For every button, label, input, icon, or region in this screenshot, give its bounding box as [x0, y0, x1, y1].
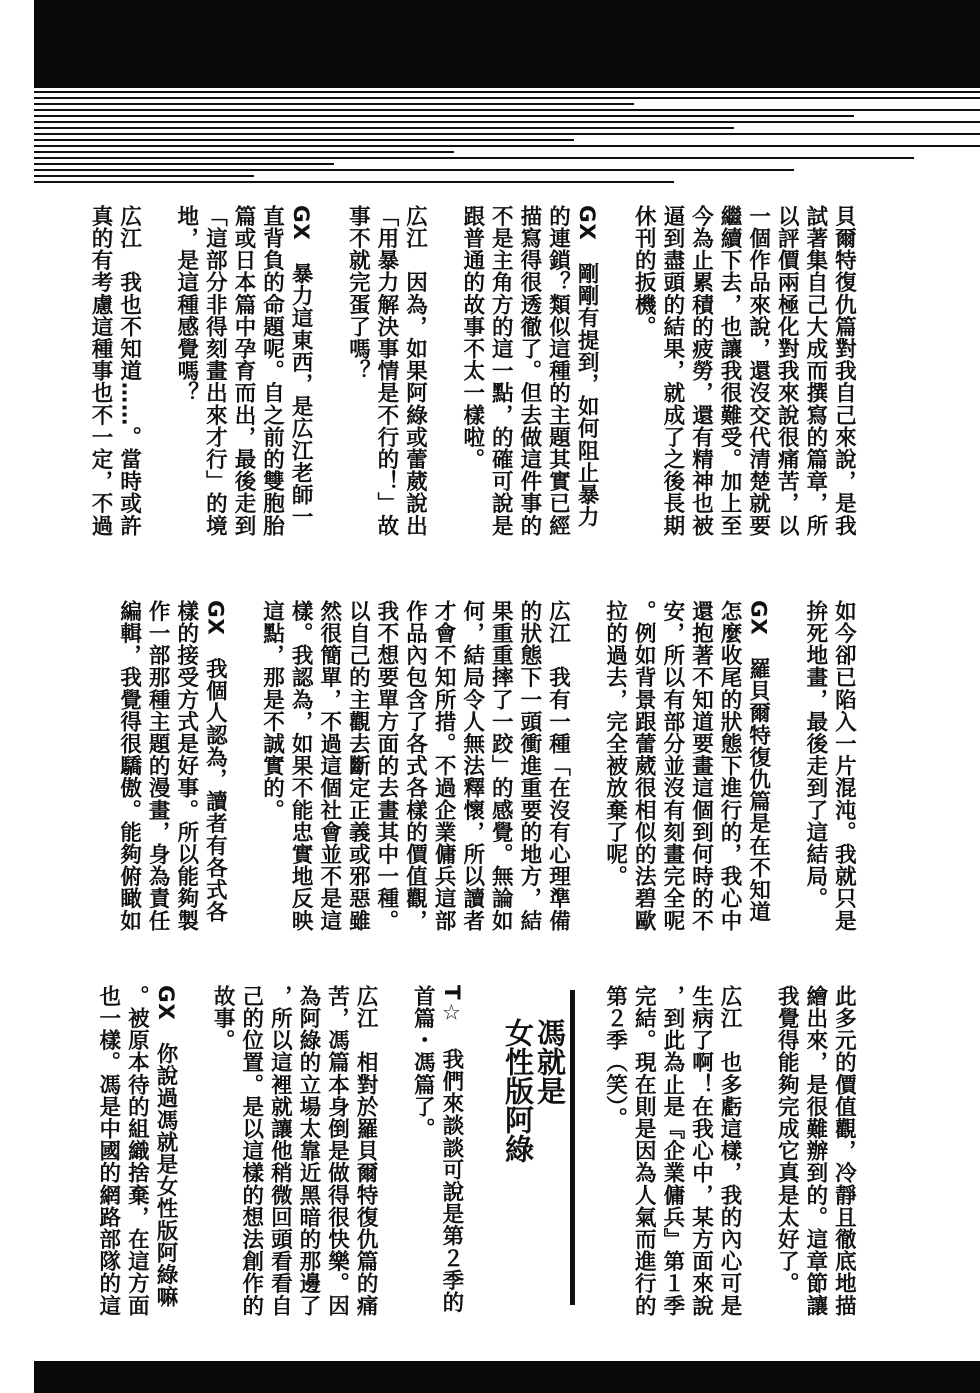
paragraph: 広江 我有一種「在沒有心理準備 的狀態下一頭衝進重要的地方，結 果重重摔了一跤」的感覺。無論如 何，結局令人無法釋懷，所以讀者 才會不知所措。不過企業傭兵這部 作品內包含了各式各樣的價值觀， 我不想要單方面的去畫其中一種。 以自己的主觀去斷定正義或邪惡雖 然很簡單，不過這個社會並不是這 樣。我認為，如果不能忠實地反映 這點，那是不誠實的。	[259, 600, 571, 932]
top-black-bar	[34, 0, 980, 88]
paragraph: 此多元的價值觀，冷靜且徹底地描 繪出來，是很難辦到的。這章節讓 我覺得能夠完成它真是太好了。	[774, 985, 857, 1317]
speaker-label: T☆	[438, 985, 464, 1026]
paragraph: GX 剛剛有提到，如何阻止暴力 的連鎖？類似這種的主題其實已經 描寫得很透徹了。但去做這件事的 不是主角方的這一點，的確可說是 跟普通的故事不太一樣啦。	[459, 205, 600, 537]
section-heading: 馮就是 女性版阿綠	[515, 990, 575, 1305]
paragraph: 広江 我也不知道……。當時或許 真的有考慮這種事也不一定，不過	[87, 205, 142, 537]
speaker-label: 広江	[545, 600, 571, 645]
paragraph: GX 我個人認為，讀者有各式各 樣的接受方式是好事。所以能夠製 作一部那種主題的漫畫，身為責任 編輯，我覺得很驕傲。能夠俯瞰如	[116, 600, 228, 932]
speed-lines-decoration	[34, 88, 980, 188]
speaker-label: GX	[202, 600, 228, 636]
paragraph: T☆ 我們來談談可說是第２季的 首篇・馮篇了。	[410, 985, 464, 1314]
speaker-label: 広江	[402, 205, 428, 250]
paragraph: 如今卻已陷入一片混沌。我就只是 拚死地畫，最後走到了這結局。	[802, 600, 857, 932]
paragraph: 広江 也多虧這樣，我的內心可是 生病了啊！在我心中，某方面來說 ，到此為止是『企業傭兵』第１季 完結。現在則是因為人氣而進行的 第２季（笑）。	[602, 985, 743, 1317]
paragraph: GX 羅貝爾特復仇篇是在不知道 怎麼收尾的狀態下進行的，我心中 還抱著不知道要畫這個到何時的不 安，所以有部分並沒有刻畫完全呢 。例如背景跟蕾葳很相似的法碧歐 拉的過去，完全被放棄了呢。	[602, 600, 771, 932]
paragraph: GX 你說過馮就是女性版阿綠嘛 。被原本待的組織捨棄，在這方面 也一樣。馮是中國的網路部隊的這	[95, 985, 178, 1317]
speaker-label: GX	[574, 205, 600, 241]
speaker-label: 広江	[116, 205, 142, 250]
text-block-middle	[96, 600, 886, 965]
paragraph: GX 暴力這東西，是広江老師一 直背負的命題呢。自之前的雙胞胎 篇或日本篇中孕育而出，最後走到 「這部分非得刻畫出來才行」的境 地，是這種感覺嗎？	[173, 205, 314, 537]
speaker-label: GX	[745, 600, 771, 636]
text-block-top	[87, 205, 886, 595]
speaker-label: GX	[152, 985, 178, 1021]
speaker-label: 広江	[353, 985, 379, 1030]
speaker-label: GX	[288, 205, 314, 241]
bottom-black-bar	[34, 1361, 980, 1393]
paragraph: 広江 相對於羅貝爾特復仇篇的痛 苦，馮篇本身倒是做得很快樂。因 為阿綠的立場太靠近黑暗的那邊了 ，所以這裡就讓他稍微回頭看看自 己的位置。是以這樣的想法創作的 故事。	[210, 985, 379, 1317]
speaker-label: 広江	[717, 985, 743, 1030]
paragraph: 貝爾特復仇篇對我自己來說，是我 試著集自己大成而撰寫的篇章，所 以評價兩極化對我來說很痛苦，以 一個作品來說，還沒交代清楚就要 繼續下去，也讓我很難受。加上至 今為止累積的疲勞，還有精神也被 逼到盡頭的結果，就成了之後長期 休刊的扳機。	[631, 205, 857, 537]
text-block-bottom	[96, 985, 886, 1345]
paragraph: 広江 因為，如果阿綠或蕾葳說出 「用暴力解決事情是不行的！」故 事不就完蛋了嗎？	[345, 205, 428, 537]
